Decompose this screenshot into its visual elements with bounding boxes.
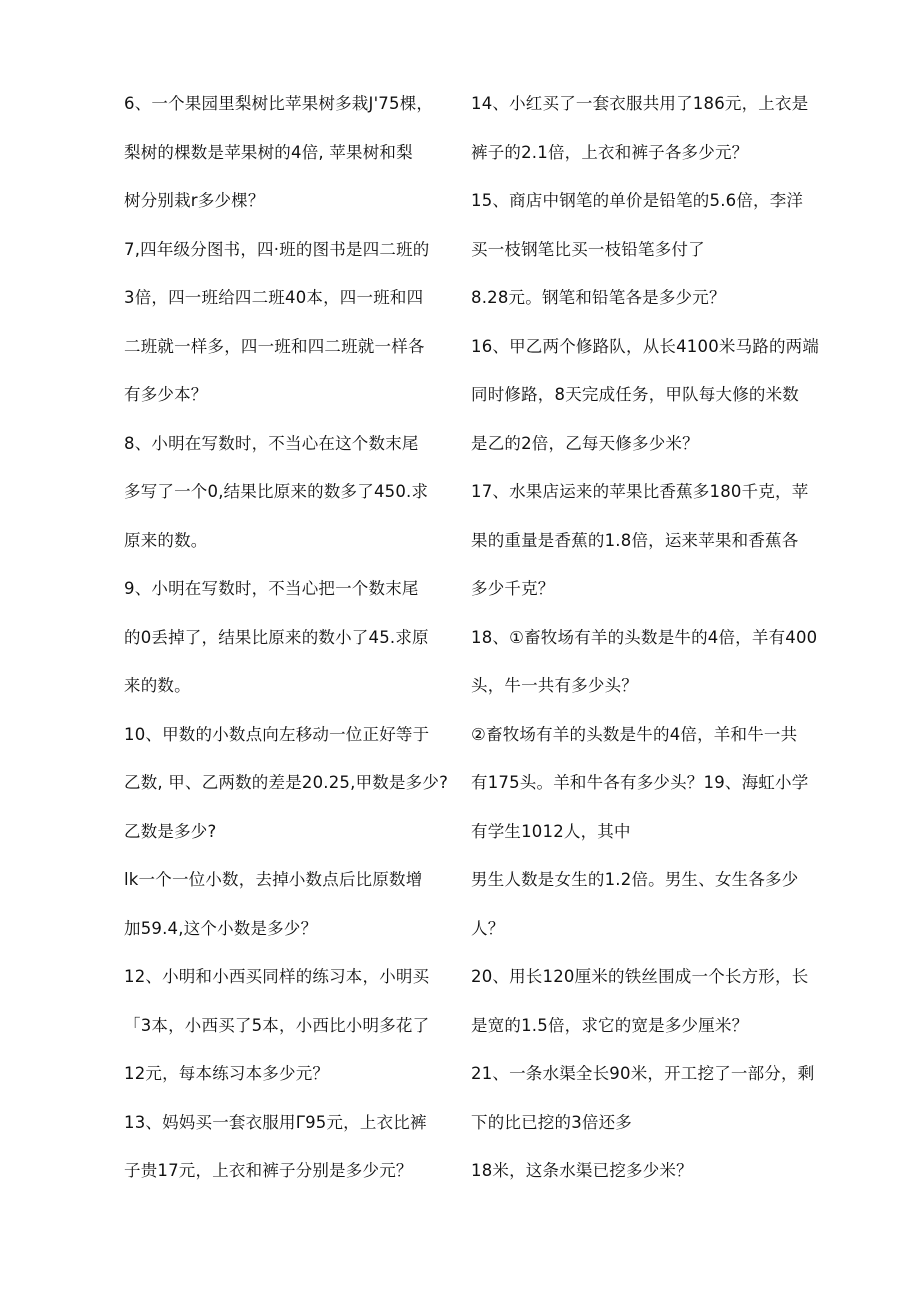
problem-line: 买一枝钢笔比买一枝铅笔多付了 [471,239,705,259]
problem-line: 多写了一个0,结果比原来的数多了450.求 [124,482,429,501]
problem-line: 同时修路，8天完成任务，甲队每大修的米数 [471,385,799,404]
problem-line: 18、①畜牧场有羊的头数是牛的4倍，羊有400 [471,627,818,647]
problem-line: 树分别栽r多少棵？ [124,191,265,210]
problem-line: 多少千克？ [471,579,555,598]
problem-line: 头，牛一共有多少头？ [471,676,638,695]
problem-line: 「3本，小西买了5本，小西比小明多花了 [124,1015,430,1035]
problem-line: 男生人数是女生的1.2倍。男生、女生各多少 [471,870,799,889]
problem-line: 有学生1012人，其中 [471,821,631,841]
problem-line: 3倍，四一班给四二班40本，四一班和四 [124,288,424,307]
problem-line: 裤子的2.1倍，上衣和裤子各多少元？ [471,142,749,162]
problem-line: 有175头。羊和牛各有多少头？19、海虹小学 [471,773,809,792]
problem-line: 18米，这条水渠已挖多少米？ [471,1161,693,1180]
problem-line: lk一个一位小数，去掉小数点后比原数增 [124,870,423,889]
left-column [124,80,464,1196]
problem-line: 有多少本？ [124,385,208,404]
problem-line: 12元，每本练习本多少元？ [124,1064,330,1083]
problem-line: 12、小明和小西买同样的练习本，小明买 [124,967,430,986]
problem-line: 原来的数。 [124,530,208,550]
problem-line: 乙数, 甲、乙两数的差是20.25,甲数是多少? [124,773,449,792]
problem-line: 15、商店中钢笔的单价是铅笔的5.6倍，李洋 [471,191,804,210]
problem-line: 6、一个果园里梨树比苹果树多栽J'75棵， [124,94,434,113]
problem-line: 梨树的棵数是苹果树的4倍, 苹果树和梨 [124,142,413,162]
problem-line: 10、甲数的小数点向左移动一位正好等于 [124,724,430,744]
problem-line: 20、用长120厘米的铁丝围成一个长方形，长 [471,967,809,986]
problem-line: 的0丢掉了，结果比原来的数小了45.求原 [124,627,429,647]
problem-line: 果的重量是香蕉的1.8倍，运来苹果和香蕉各 [471,530,799,550]
problem-line: ②畜牧场有羊的头数是牛的4倍，羊和牛一共 [471,724,798,744]
problem-line: 7,四年级分图书，四·班的图书是四二班的 [124,239,430,259]
problem-line: 16、甲乙两个修路队，从长4100米马路的两端 [471,336,820,356]
problem-line: 是乙的2倍，乙每天修多少米？ [471,433,699,453]
problem-line: 乙数是多少? [124,821,217,841]
problem-line: 下的比已挖的3倍还多 [471,1112,632,1132]
problem-line: 二班就一样多，四一班和四二班就一样各 [124,336,425,356]
problem-line: 子贵17元，上衣和裤子分别是多少元？ [124,1161,413,1180]
problem-line: 13、妈妈买一套衣服用Γ95元，上衣比裤 [124,1112,427,1132]
problem-line: 17、水果店运来的苹果比香蕉多180千克，苹 [471,482,809,501]
problem-line: 加59.4,这个小数是多少？ [124,918,318,938]
problem-line: 人？ [471,918,505,938]
problem-line: 21、一条水渠全长90米，开工挖了一部分，剩 [471,1064,815,1083]
problem-line: 8、小明在写数时，不当心在这个数末尾 [124,433,419,453]
problem-line: 是宽的1.5倍，求它的宽是多少厘米？ [471,1015,749,1035]
problem-line: 9、小明在写数时，不当心把一个数末尾 [124,579,419,598]
problem-line: 8.28元。钢笔和铅笔各是多少元？ [471,288,726,307]
problem-line: 14、小红买了一套衣服共用了186元，上衣是 [471,94,809,113]
problem-line: 来的数。 [124,676,191,695]
right-column [471,80,843,1196]
